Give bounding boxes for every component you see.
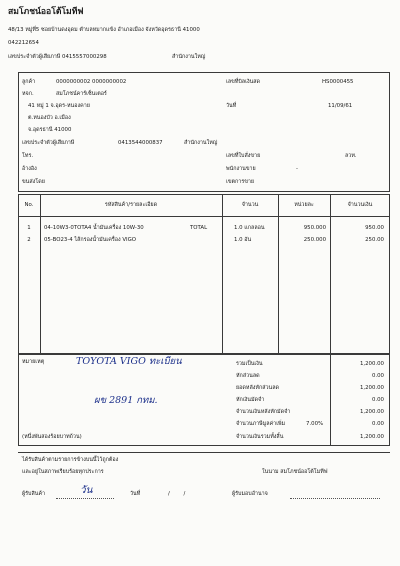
customer-info-box — [18, 72, 390, 192]
doc-date-label: วันที่ — [226, 103, 237, 109]
company-phone: 042212654 — [8, 40, 39, 46]
customer-address-2: ต.หนองบัว อ.เมือง — [28, 115, 71, 121]
doc-sales-value: - — [296, 166, 298, 172]
doc-sales-label: พนักงานขาย — [226, 166, 256, 172]
row-2-no: 2 — [27, 237, 31, 243]
customer-tax-label: เลขประจำตัวผู้เสียภาษี — [22, 140, 75, 146]
authorized-sign-line — [290, 498, 380, 499]
customer-ship-label: ขนส่งโดย — [22, 179, 45, 185]
receive-date-label: วันที่ — [130, 491, 141, 497]
grand-total-value: 1,200.00 — [359, 434, 384, 440]
receiver-sign-line — [56, 498, 114, 499]
header-no: No. — [24, 202, 34, 208]
company-signature-label: ในนาม สมโภชน์ออโต้โมทีฟ — [262, 469, 328, 475]
amount-in-words: (หนึ่งพันสองร้อยบาทถ้วน) — [22, 434, 82, 440]
after-discount-value: 1,200.00 — [359, 385, 384, 391]
customer-name-label: หจก. — [22, 91, 34, 97]
items-table — [18, 194, 390, 354]
after-deposit-value: 1,200.00 — [359, 409, 384, 415]
subtotal-label: รวมเป็นเงิน — [236, 361, 263, 367]
row-2-desc: 05-BO23-4 ไส้กรองน้ำมันเครื่อง VIGO — [44, 237, 137, 243]
customer-branch: สำนักงานใหญ่ — [184, 140, 218, 146]
row-2-amount: 250.00 — [365, 237, 384, 243]
remarks-handwritten-line-2: ผข 2891 กทม. — [94, 395, 158, 406]
customer-ref-label: อ้างอิง — [22, 166, 37, 172]
receiver-label: ผู้รับสินค้า — [22, 491, 46, 497]
deposit-label: หักเงินมัดจำ — [236, 397, 265, 403]
row-1-amount: 950.00 — [365, 225, 384, 231]
doc-po-label: เลขที่ใบสั่งขาย — [226, 153, 261, 159]
col-divider-3 — [278, 194, 279, 354]
doc-no: HS0000455 — [322, 79, 354, 85]
col-divider-1 — [40, 194, 41, 354]
header-qty: จำนวน — [241, 202, 259, 208]
vat-value: 0.00 — [371, 421, 384, 427]
company-address: 48/13 หมู่ที่5 ซอยบ้านดงอุดม ตำบลหมากแข้ง อำเภอเมือง จังหวัดอุดรธานี 41000 — [8, 27, 200, 33]
row-2-qty: 1.0 อัน — [234, 237, 252, 243]
company-branch: สำนักงานใหญ่ — [172, 54, 206, 60]
customer-name: สมโภชน์คาร์เซ็นเตอร์ — [56, 91, 107, 97]
col-divider-4 — [330, 194, 331, 354]
remarks-label: หมายเหตุ — [22, 359, 45, 365]
company-name: สมโภชน์ออโต้โมทีฟ — [8, 7, 84, 17]
deposit-value: 0.00 — [371, 397, 384, 403]
customer-tax-id: 0413544000837 — [118, 140, 163, 146]
header-unit-price: หน่วยละ — [294, 202, 314, 208]
row-2-unit-price: 250.000 — [303, 237, 326, 243]
vat-label: จำนวนภาษีมูลค่าเพิ่ม — [236, 421, 286, 427]
customer-phone-label: โทร. — [22, 153, 34, 159]
doc-no-label: เลขที่บิลเงินสด — [226, 79, 261, 85]
receive-date-value: / / — [168, 491, 192, 497]
table-header-divider — [18, 216, 390, 217]
remarks-handwritten-line-1: TOYOTA VIGO ทะเบียน — [76, 356, 182, 367]
doc-credit-label: เขตการขาย — [226, 179, 255, 185]
vat-rate: 7.00% — [306, 421, 324, 427]
receipt-note-2: และอยู่ในสภาพเรียบร้อยทุกประการ — [22, 469, 104, 475]
row-1-unit-price: 950.000 — [303, 225, 326, 231]
grand-total-label: จำนวนเงินรวมทั้งสิ้น — [236, 434, 284, 440]
col-divider-2 — [222, 194, 223, 354]
footer-divider — [18, 452, 390, 453]
row-1-qty: 1.0 แกลลอน — [234, 225, 265, 231]
row-1-tag: TOTAL — [190, 225, 208, 231]
header-desc: รหัสสินค้า/รายละเอียด — [104, 202, 158, 208]
doc-date: 11/09/61 — [328, 103, 353, 109]
customer-address-3: จ.อุดรธานี 41000 — [28, 127, 72, 133]
authorized-signature-label: ผู้รับมอบอำนาจ — [232, 491, 268, 497]
customer-code-label: ลูกค้า — [22, 79, 36, 85]
header-amount: จำนวนเงิน — [347, 202, 373, 208]
row-1-desc: 04-10W3-0TOTA4 น้ำมันเครื่อง 10W-30 — [44, 225, 144, 231]
row-1-no: 1 — [27, 225, 31, 231]
customer-code: 0000000002 0000000002 — [56, 79, 127, 85]
discount-label: หักส่วนลด — [236, 373, 260, 379]
after-deposit-label: จำนวนเงินหลังหักมัดจำ — [236, 409, 291, 415]
doc-po-value: ลวท. — [345, 153, 357, 159]
after-discount-label: ยอดหลังหักส่วนลด — [236, 385, 280, 391]
discount-value: 0.00 — [371, 373, 384, 379]
subtotal-value: 1,200.00 — [359, 361, 384, 367]
receiver-signature: วัน — [80, 485, 93, 496]
receipt-note-1: ได้รับสินค้าตามรายการข้างบนนี้ไว้ถูกต้อง — [22, 457, 119, 463]
customer-address-1: 41 หมู่ 1 จ.อุดร-หนองคาย — [28, 103, 90, 109]
company-tax-id: เลขประจำตัวผู้เสียภาษี 0415557000298 — [8, 54, 107, 60]
